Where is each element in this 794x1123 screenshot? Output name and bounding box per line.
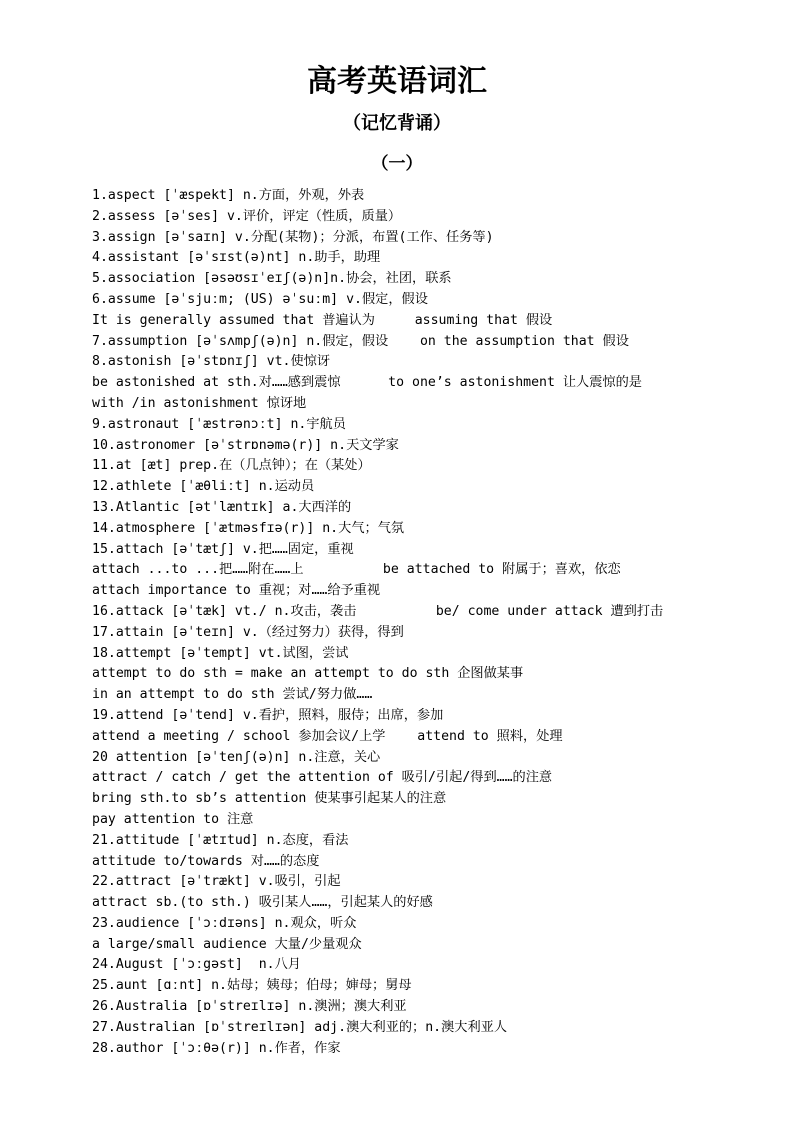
vocab-line: 21.attitude [ˈætɪtud] n.态度，看法 [92, 832, 349, 848]
vocab-line: pay attention to 注意 [92, 811, 254, 827]
vocab-line: 25.aunt [ɑːnt] n.姑母；姨母；伯母；婶母；舅母 [92, 978, 412, 994]
vocab-line: attempt to do sth = make an attempt to do sth 企图做某事 [92, 666, 524, 682]
vocab-line: 18.attempt [əˈtempt] vt.试图，尝试 [92, 645, 349, 661]
vocab-line: 16.attack [əˈtæk] vt./ n.攻击，袭击 be/ come under attack 遭到打击 [92, 603, 664, 619]
vocab-line: with /in astonishment 惊讶地 [92, 395, 307, 411]
vocab-line: 24.August [ˈɔːgəst] n.八月 [92, 957, 301, 973]
vocab-line: 11.at [æt] prep.在（几点钟）；在（某处） [92, 458, 371, 474]
vocab-line: 27.Australian [ɒˈstreɪlɪən] adj.澳大利亚的；n.澳大利亚人 [92, 1019, 508, 1035]
vocab-line: 5.association [əsəʊsɪˈeɪʃ(ə)n]n.协会，社团，联系 [92, 271, 452, 287]
section-heading: （一） [371, 154, 423, 174]
vocab-line: bring sth.to sb’s attention 使某事引起某人的注意 [92, 791, 447, 807]
vocab-line: a large/small audience 大量/少量观众 [92, 936, 362, 952]
vocab-line: It is generally assumed that 普遍认为 assuming that 假设 [92, 312, 553, 328]
vocab-line: 22.attract [əˈtrækt] v.吸引，引起 [92, 874, 341, 890]
page-subtitle: （记忆背诵） [343, 113, 451, 134]
vocab-line: 23.audience [ˈɔːdɪəns] n.观众，听众 [92, 915, 357, 931]
vocab-line: 10.astronomer [əˈstrɒnəmə(r)] n.天文学家 [92, 437, 399, 453]
vocab-line: 15.attach [əˈtætʃ] v.把……固定，重视 [92, 541, 354, 557]
vocab-line: 3.assign [əˈsaɪn] v.分配(某物)；分派，布置(工作、任务等) [92, 229, 494, 245]
vocab-line: attract / catch / get the attention of 吸引/引起/得到……的注意 [92, 770, 553, 786]
vocab-line: attach importance to 重视；对……给予重视 [92, 583, 381, 599]
vocab-line: 1.aspect [ˈæspekt] n.方面，外观，外表 [92, 188, 365, 203]
vocab-line: 6.assume [əˈsjuːm; (US) əˈsuːm] v.假定，假设 [92, 291, 428, 307]
vocab-line: 26.Australia [ɒˈstreɪlɪə] n.澳洲；澳大利亚 [92, 999, 407, 1015]
vocab-line: 2.assess [əˈses] v.评价，评定（性质，质量） [92, 208, 402, 224]
vocab-line: attach ...to ...把……附在……上 be attached to 附属于；喜欢，依恋 [92, 562, 621, 578]
vocab-line: 9.astronaut [ˈæstrənɔːt] n.宇航员 [92, 416, 346, 432]
vocab-line: 13.Atlantic [ətˈlæntɪk] a.大西洋的 [92, 499, 352, 515]
vocab-line: attend a meeting / school 参加会议/上学 attend to 照料，处理 [92, 728, 563, 744]
vocab-line: attract sb.(to sth.) 吸引某人……，引起某人的好感 [92, 895, 433, 911]
vocab-line: 20 attention [əˈtenʃ(ə)n] n.注意，关心 [92, 749, 381, 765]
vocab-line: attitude to/towards 对……的态度 [92, 853, 320, 869]
vocab-line: in an attempt to do sth 尝试/努力做…… [92, 687, 373, 703]
vocab-line: 4.assistant [əˈsɪst(ə)nt] n.助手，助理 [92, 250, 381, 266]
vocab-line: 14.atmosphere [ˈætməsfɪə(r)] n.大气；气氛 [92, 520, 405, 536]
vocab-line: 12.athlete [ˈæθliːt] n.运动员 [92, 479, 315, 495]
vocabulary-list [92, 186, 782, 1059]
vocab-line: 8.astonish [əˈstɒnɪʃ] vt.使惊讶 [92, 354, 331, 370]
page-title: 高考英语词汇 [307, 64, 487, 99]
vocab-line: be astonished at sth.对……感到震惊 to one’s astonishment 让人震惊的是 [92, 375, 642, 391]
vocab-line: 19.attend [əˈtend] v.看护，照料，服侍；出席，参加 [92, 707, 444, 723]
vocab-line: 7.assumption [əˈsʌmpʃ(ə)n] n.假定，假设 on the assumption that 假设 [92, 333, 629, 349]
vocab-line: 28.author [ˈɔːθə(r)] n.作者，作家 [92, 1040, 341, 1056]
vocab-line: 17.attain [əˈteɪn] v.（经过努力）获得，得到 [92, 624, 404, 640]
